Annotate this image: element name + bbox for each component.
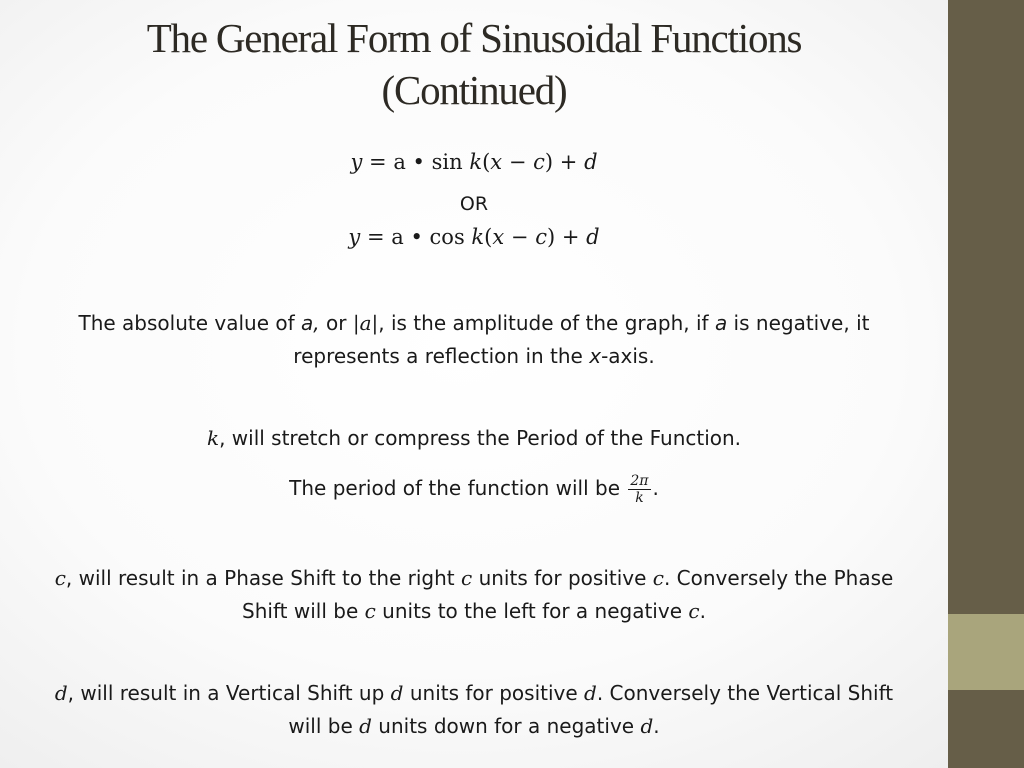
eq-paren-close: ) [544,150,554,174]
eq-d: d [586,225,600,249]
eq-paren-open: ( [484,225,493,249]
eq-a: a [393,150,406,174]
eq-minus: − [510,225,529,249]
slide-title [40,12,908,116]
eq-y: y [350,150,363,174]
eq-c: c [535,225,547,249]
eq-k: k [471,225,485,249]
eq-cos: cos [429,225,465,249]
eq-x: x [492,225,505,249]
title-line-2: (Continued) [381,67,567,113]
eq-sin: sin [431,150,463,174]
eq-equals: = [369,150,387,174]
sine-equation [0,150,948,174]
eq-paren-close: ) [546,225,556,249]
eq-plus: + [559,150,578,174]
sidebar-accent-block [948,614,1024,690]
eq-y: y [348,225,361,249]
period-paragraph: k, will stretch or compress the Period of the Function. [206,426,742,450]
eq-paren-open: ( [482,150,491,174]
title-line-1: The General Form of Sinusoidal Functions [146,15,802,61]
eq-a: a [391,225,404,249]
eq-dot: • [412,150,425,174]
eq-x: x [490,150,503,174]
eq-dot: • [410,225,423,249]
eq-plus: + [561,225,580,249]
cosine-equation [0,225,948,249]
or-label: OR [459,193,489,215]
eq-k: k [469,150,483,174]
eq-equals: = [366,225,385,249]
amplitude-paragraph: The absolute value of a, or |a|, is the amplitude of the graph, if a is negative, it represents a reflection in the x-axis. [78,311,870,368]
period-formula: The period of the function will be $\frac{2\pi}{k}$ . [289,473,659,506]
phase-shift-paragraph: c, will result in a Phase Shift to the right c units for positive c. Conversely the Phase Shift will be c units to the left for a negative c. [54,566,894,623]
eq-d: d [584,150,598,174]
eq-c: c [533,150,545,174]
period-fraction: $\frac{2\pi}{k}$ [630,473,649,506]
vertical-shift-paragraph: d, will result in a Vertical Shift up d units for positive d. Conversely the Vertical Shift will be d units down for a negative d. [54,681,894,738]
eq-minus: − [508,150,527,174]
